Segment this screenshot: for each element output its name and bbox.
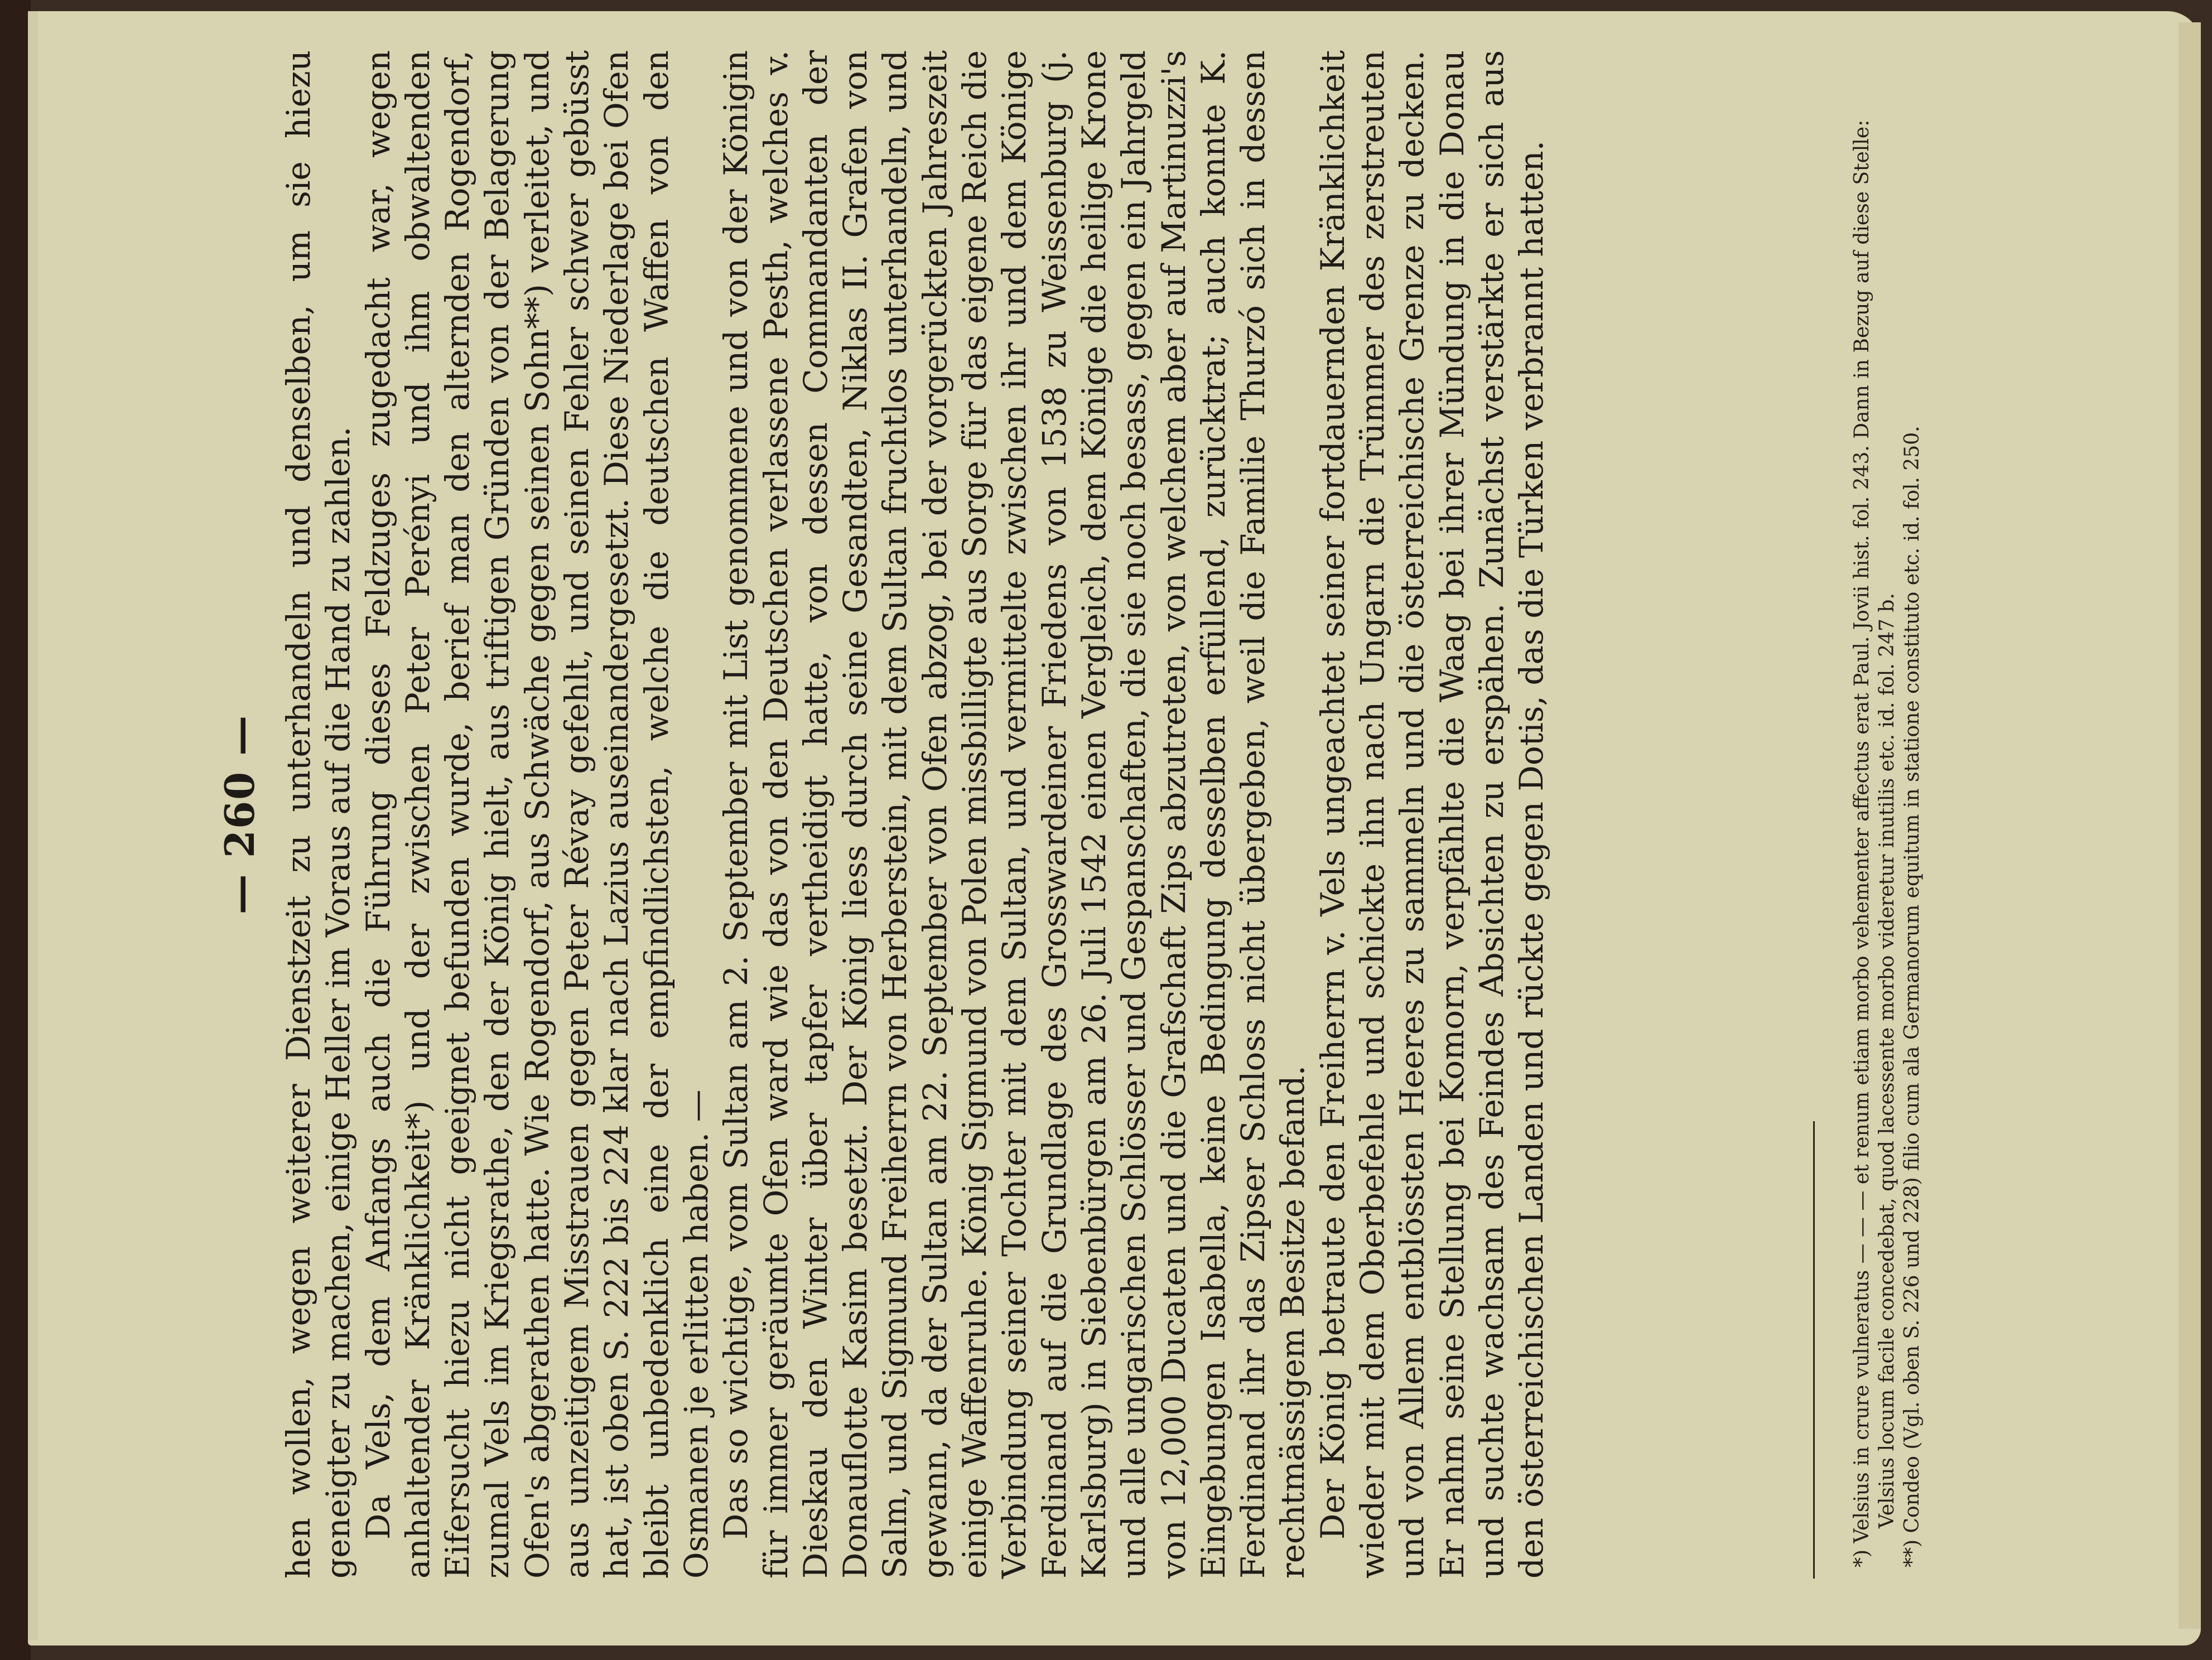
page-number-header: — 260 — xyxy=(216,714,263,915)
footnotes xyxy=(1849,61,1925,1567)
rotated-text-block xyxy=(218,50,2212,1579)
paragraph: Da Vels, dem Anfangs auch die Führung dieses Feldzuges zugedacht war, wegen anhaltender Kränklichkeit*) und der zwischen Peter Perényi und ihm obwaltenden Eifersucht hiezu nicht geeignet befunden wurde, berief man den alternden Rogendorf, zumal Vels im Kriegsrathe, den der König hielt, aus triftigen Gründen von der Belagerung Ofen's abgerathen hatte. Wie Rogendorf, aus Schwäche gegen seinen Sohn**) verleitet, und aus unzeitigem Misstrauen gegen Peter Révay gefehlt, und seinen Fehler schwer gebüsst hat, ist oben S. 222 bis 224 klar nach Lazius auseinandergesetzt. Diese Niederlage bei Ofen bleibt unbedenklich eine der empfindlichsten, welche die deutschen Waffen von den Osmanen je erlitten haben. — xyxy=(359,50,715,1579)
paragraph: Der König betraute den Freiherrn v. Vels ungeachtet seiner fortdauernden Kränklichkeit wieder mit dem Oberbefehle und schickte ihn nach Ungarn die Trümmer des zerstreuten und von Allem entblössten Heeres zu sammeln und die österreichische Grenze zu decken. Er nahm seine Stellung bei Komorn, verpfählte die Waag bei ihrer Mündung in die Donau und suchte wachsam des Feindes Absichten zu erspähen. Zunächst verstärkte er sich aus den österreichischen Landen und rückte gegen Dotis, das die Türken verbrannt hatten. xyxy=(1313,50,1551,1579)
paragraph: Das so wichtige, vom Sultan am 2. September mit List genommene und von der Königin für immer geräumte Ofen ward wie das von den Deutschen verlassene Pesth, welches v. Dieskau den Winter über tapfer vertheidigt hatte, von dessen Commandanten der Donauflotte Kasim besetzt. Der König liess durch seine Gesandten, Niklas II. Grafen von Salm, und Sigmund Freiherrn von Herberstein, mit dem Sultan fruchtlos unterhandeln, und gewann, da der Sultan am 22. September von Ofen abzog, bei der vorgerückten Jahreszeit einige Waffenruhe. König Sigmund von Polen missbilligte aus Sorge für das eigene Reich die Verbindung seiner Tochter mit dem Sultan, und vermittelte zwischen ihr und dem Könige Ferdinand auf die Grundlage des Grosswardeiner Friedens von 1538 zu Weissenburg (j. Karlsburg) in Siebenbürgen am 26. Juli 1542 einen Vergleich, dem Könige die heilige Krone und alle ungarischen Schlösser und Gespanschaften, die sie noch besass, gegen ein Jahrgeld von 12,000 Ducaten und die Grafschaft Zips abzutreten, von welchem aber auf Martinuzzi's Eingebungen Isabella, keine Bedingung desselben erfüllend, zurücktrat; auch konnte K. Ferdinand ihr das Zipser Schloss nicht übergeben, weil die Familie Thurzó sich in dessen rechtmässigem Besitze befand. xyxy=(717,50,1312,1579)
main-text xyxy=(279,50,1552,1579)
gutter-strip xyxy=(28,11,38,1640)
footnote: **) Condeo (Vgl. oben S. 226 und 228) filio cum ala Germanorum equitum in statione constituto etc. id. fol. 250. xyxy=(1901,426,1924,1567)
footnote: *) Velsius in crure vulneratus — — — et renum etiam morbo vehementer affectus erat Paul. Jovii hist. fol. 243. Dann in Bezug auf diese Stelle: Velsius locum facile concedebat, quod lacessente morbo videretur inutilis etc. id. fol. 247 b. xyxy=(1850,119,1898,1567)
paragraph: hen wollen, wegen weiterer Dienstzeit zu unterhandeln und denselben, um sie hiezu geneigter zu machen, einige Heller im Voraus auf die Hand zu zahlen. xyxy=(279,50,358,1579)
book-binding xyxy=(0,0,31,1660)
footnote-rule xyxy=(1813,1121,1815,1579)
